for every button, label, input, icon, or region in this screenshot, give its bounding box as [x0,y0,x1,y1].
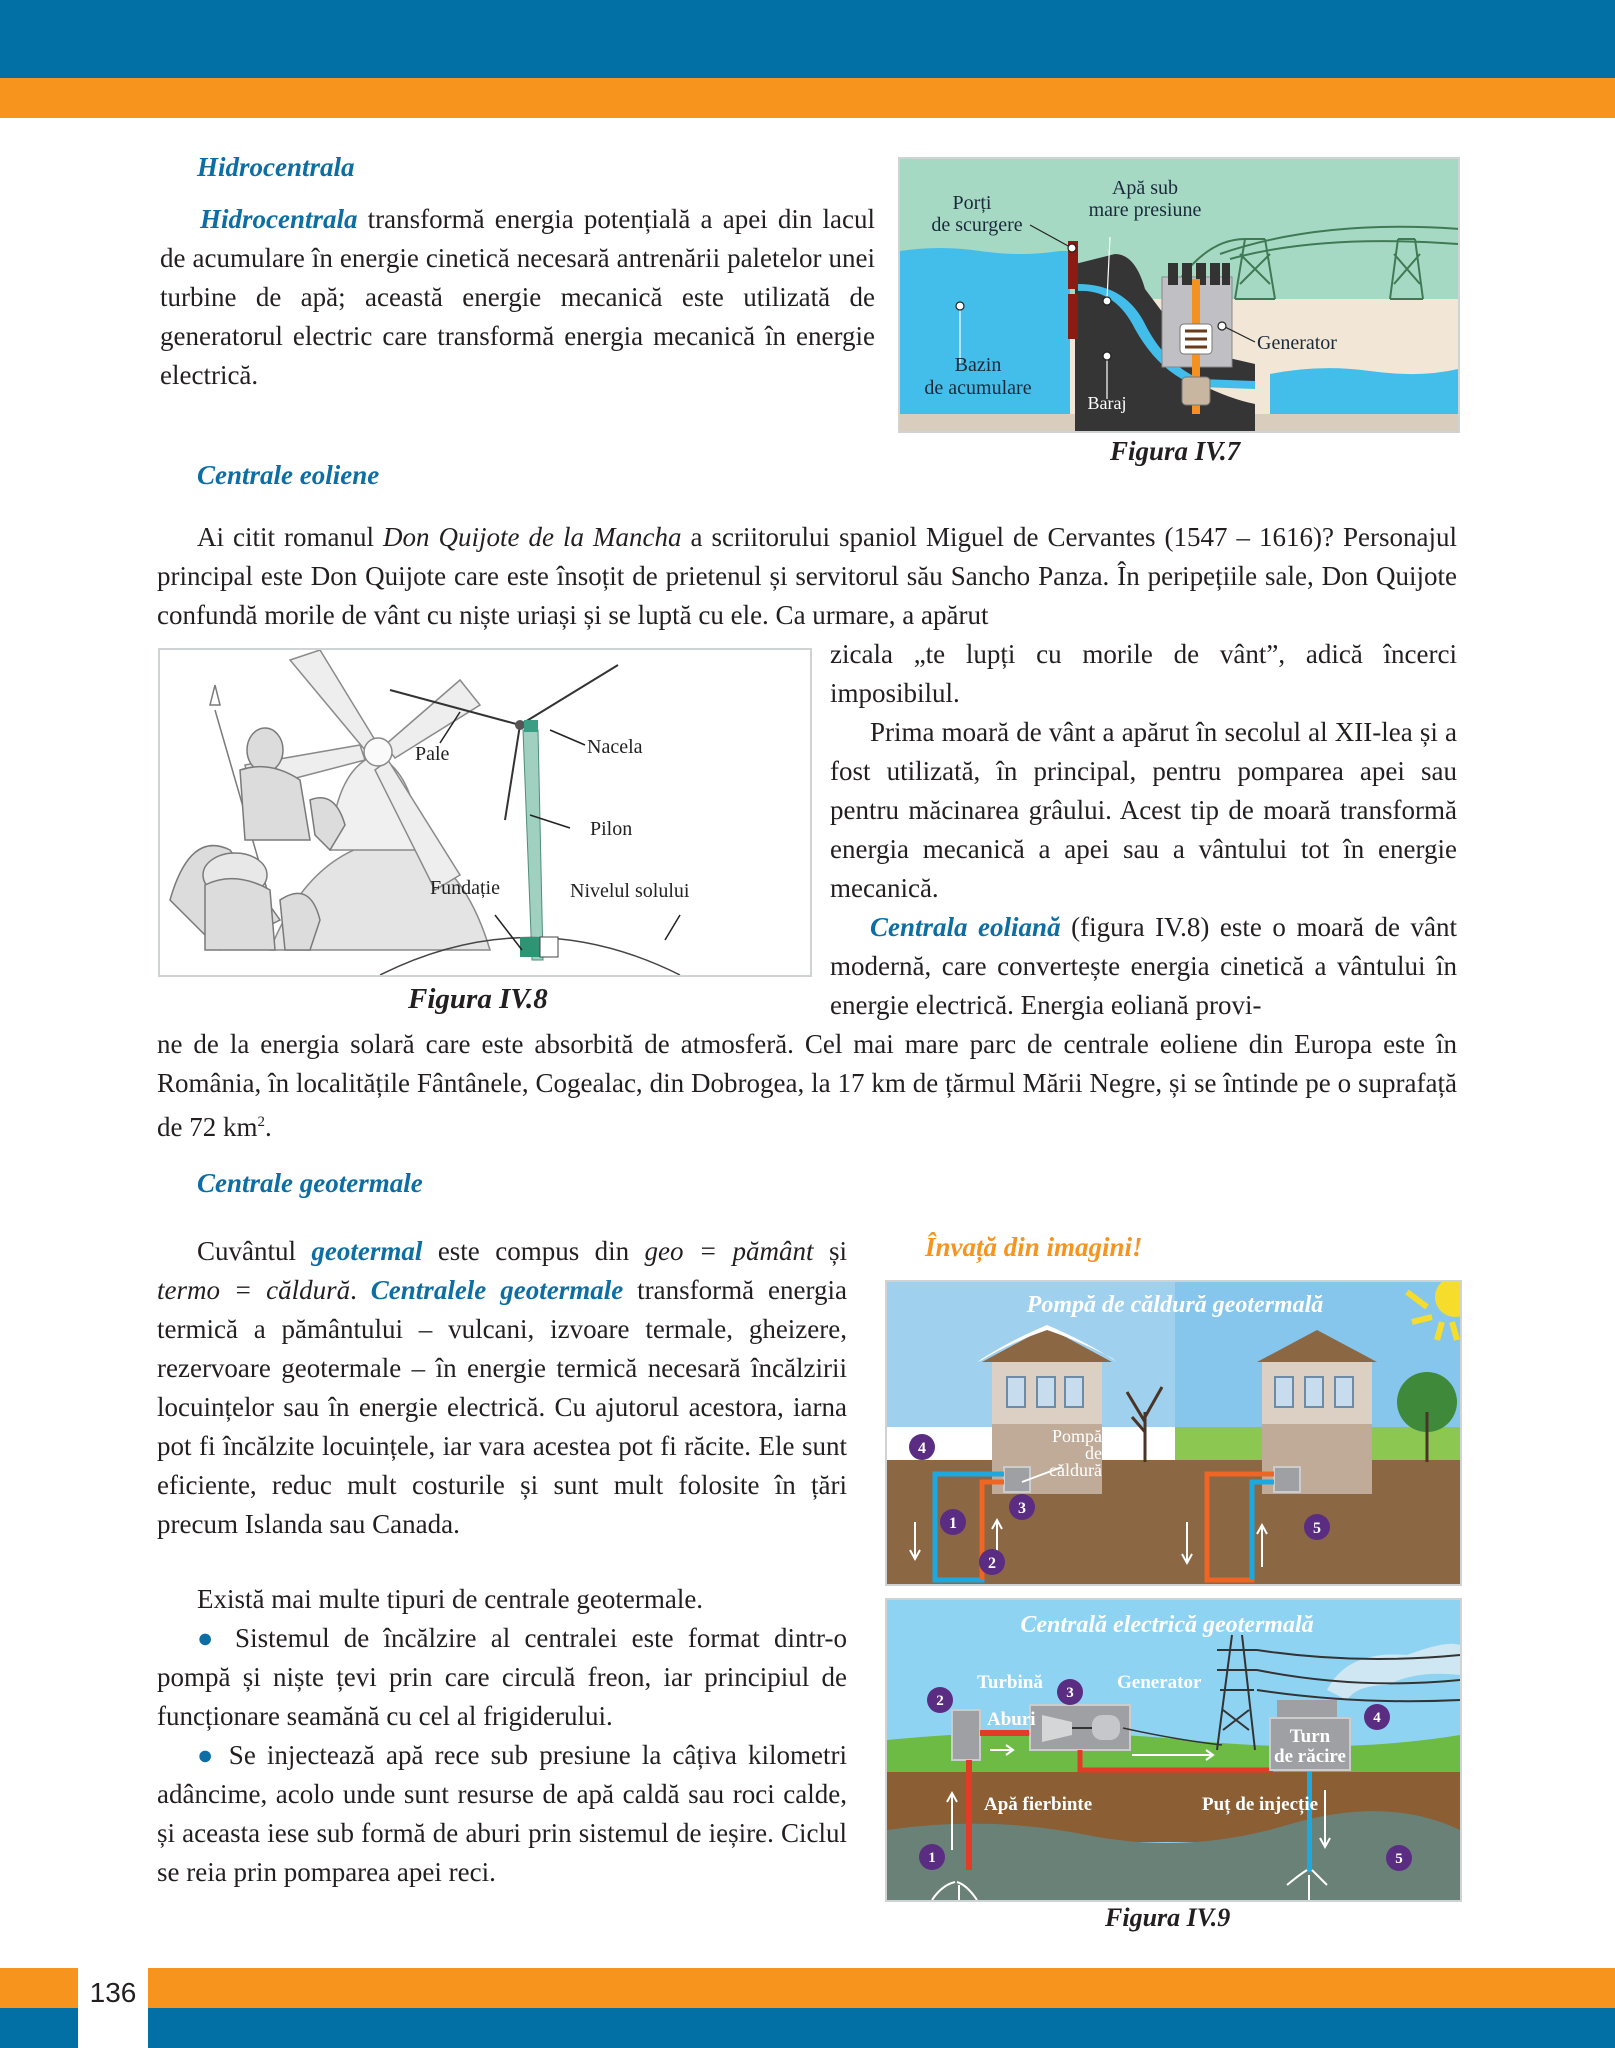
badge-5: 5 [1313,1520,1321,1537]
paragraph-wind-park: ne de la energia solară care este absorbită de atmosferă. Cel mai mare parc de centrale eoliene din Europa este în România, în localitățile Fântânele, Cogealac, din Dobrogea, la 17 km de țărmul Mării Negre, și se întinde pe o suprafață de 72 $km^2$. [157,1029,1457,1142]
label-turn: Turn [1289,1726,1331,1747]
badge-1: 1 [949,1515,957,1532]
hydro-dam-illustration [900,159,1458,431]
badge-4: 4 [918,1440,926,1457]
figure-caption-iv7: Figura IV.7 [1110,436,1241,466]
label-nivelul-solului: Nivelul solului [570,880,690,902]
keyword-geotermal: geotermal [311,1236,423,1266]
label-porti: Porți [952,192,992,214]
badge-3: 3 [1018,1500,1026,1517]
label-porti-2: de scurgere [931,214,1023,236]
heat-pump-illustration [887,1282,1460,1584]
page-number: 136 [78,1968,148,2048]
keyword-centrala-eoliana: Centrala eoliană [870,912,1061,942]
windmill-and-turbine-illustration [160,650,810,975]
book-title: Don Quijote de la Mancha [383,522,682,552]
badge-3: 3 [1066,1685,1074,1701]
label-fundatie: Fundație [430,877,500,899]
label-baraj: Baraj [1087,393,1127,413]
paragraph-hidro: Hidrocentrala transformă energia potențială a apei din lacul de acumulare în energie cinetică necesară antrenării paletelor unei turbine de apă; această energie mecanică este utilizată de generatorul electric care transformă energia mecanică în energie electrică. [160,204,875,390]
figure-wind-turbine [158,648,812,977]
bullet-icon: ● [197,1623,221,1653]
label-generator: Generator [1117,1672,1202,1693]
footer-band-orange [0,1968,1615,2008]
bullet-icon: ● [197,1740,218,1770]
label-generator: Generator [1257,332,1337,354]
label-pale: Pale [415,743,450,765]
figure-hydro-dam [898,157,1460,433]
figure-caption-iv9: Figura IV.9 [1105,1903,1231,1932]
label-de-racire: de răcire [1274,1746,1346,1767]
badge-4: 4 [1373,1710,1381,1726]
label-pilon: Pilon [590,818,633,840]
label-nacela: Nacela [587,736,643,758]
paragraph-geotermal: Cuvântul geotermal este compus din geo = pământ și termo = căldură. Centralele geotermale transformă energia termică a pământului – vulcani, izvoare termale, gheizere, rezervoare geotermale – în energie termică necesară încălzirii locuințelor sau în energie electrică. Cu ajutorul acestora, iarna pot fi încălzite locuințele, iar vara acestea pot fi răcite. Ele sunt eficiente, reduc mult costurile și sunt mult folosite în țări precum Islanda sau Canada. [157,1236,847,1539]
label-bazin-2: de acumulare [924,377,1032,399]
heading-centrale-eoliene: Centrale eoliene [197,460,380,490]
geothermal-plant-illustration [887,1600,1460,1900]
heat-pump-title: Pompă de căldură geotermală [1026,1292,1324,1318]
badge-2: 2 [988,1555,996,1572]
label-apa-2: mare presiune [1088,199,1202,221]
badge-5: 5 [1395,1851,1403,1867]
svg-text:căldură: căldură [1049,1460,1102,1480]
label-aburi: Aburi [987,1709,1036,1730]
learn-from-images-heading: Învață din imagini! [925,1232,1143,1262]
svg-text:de: de [1085,1443,1102,1463]
heading-centrale-geotermale: Centrale geotermale [197,1168,423,1198]
badge-1: 1 [928,1850,936,1866]
paragraph-tipuri: Există mai multe tipuri de centrale geotermale. ● Sistemul de încălzire al centralei este format dintr-o pompă și niște țevi prin care circulă freon, iar principiul de funcționare seamănă cu cel al frigiderului. ● Se injectează apă rece sub presiune la câțiva kilometri adâncime, acolo unde sunt resurse de apă caldă sau roci calde, și aceasta iese sub formă de aburi prin sistemul de ieșire. Ciclul se reia prin pomparea apei reci. [157,1584,848,1887]
keyword-centralele-geotermale: Centralele geotermale [370,1275,624,1305]
paragraph-don-quijote: Ai citit romanul Don Quijote de la Mancha a scriitorului spaniol Miguel de Cervantes (1547 – 1616)? Personajul principal este Don Quijote care este însoțit de prietenul și servitorul său Sancho Panza. În peripețiile sale, Don Quijote confundă morile de vânt cu niște uriași și se luptă cu ele. Ca urmare, a apărut [157,522,1457,630]
label-apa: Apă sub [1111,177,1179,199]
power-plant-title: Centrală electrică geotermală [1020,1612,1314,1638]
header-band-blue [0,0,1615,78]
badge-2: 2 [936,1693,944,1709]
label-turbina: Turbină [977,1672,1043,1693]
label-pompa: Pompă [1051,1426,1102,1446]
figure-geothermal-power-plant [885,1598,1462,1902]
figure-geothermal-heat-pump [885,1280,1462,1586]
label-apa-fierbinte: Apă fierbinte [984,1794,1093,1815]
figure-caption-iv8: Figura IV.8 [408,983,548,1015]
header-band-orange [0,78,1615,118]
paragraph-windmill-right: zicala „te lupți cu morile de vânt”, adică încerci imposibilul. Prima moară de vânt a apărut în secolul al XII-lea și a fost utilizată, în principal, pentru pomparea apei sau pentru măcinarea grâului. Acest tip de moară transformă energia mecanică a apei sau a vântului tot în energie mecanică. Centrala eoliană (figura IV.8) este o moară de vânt modernă, care convertește energia cinetică a vântului în energie electrică. Energia eoliană provi- [830,639,1457,1020]
keyword-hidrocentrala: Hidrocentrala [200,204,358,234]
heading-hidrocentrala: Hidrocentrala [197,152,355,182]
footer-band-blue [0,2008,1615,2048]
label-put-de-injectie: Puț de injecție [1202,1794,1319,1815]
label-bazin: Bazin [954,354,1002,376]
